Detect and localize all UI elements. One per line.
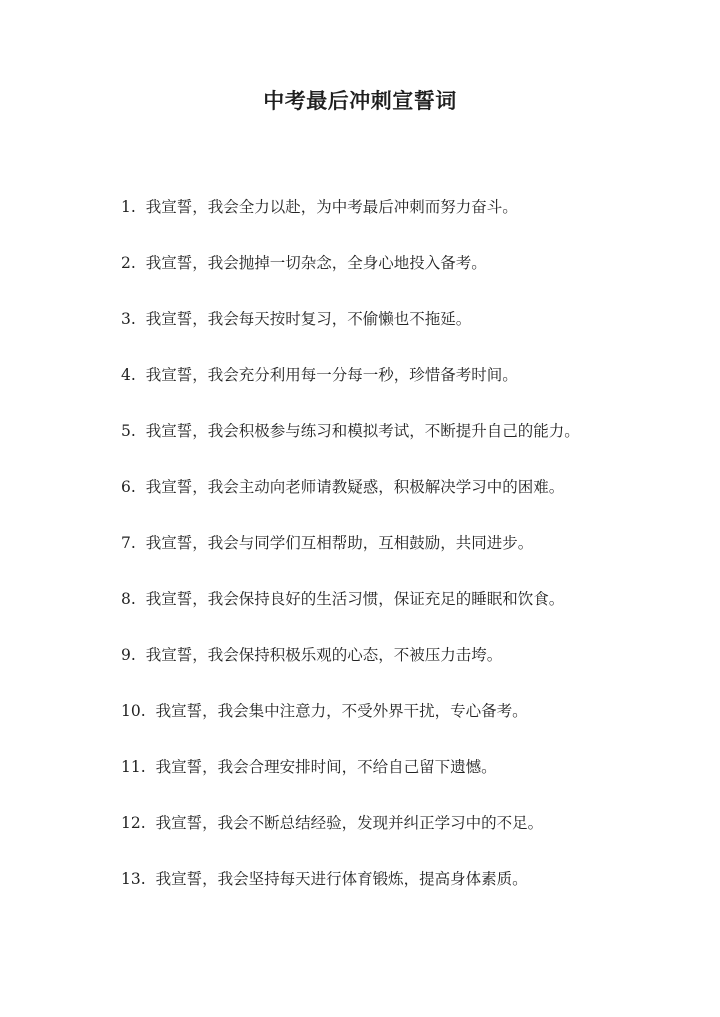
list-item [121,809,701,865]
item-text: 我宣誓，我会保持良好的生活习惯，保证充足的睡眠和饮食。 [145,590,565,608]
item-text: 我宣誓，我会充分利用每一分每一秒，珍惜备考时间。 [145,366,518,384]
item-number: 9. [121,646,136,664]
list-item [121,641,701,697]
list-item [121,473,701,529]
item-number: 5. [121,422,136,440]
oath-list [121,193,701,921]
list-item [121,585,701,641]
list-item [121,361,701,417]
item-number: 2. [121,254,136,272]
item-text: 我宣誓，我会积极参与练习和模拟考试，不断提升自己的能力。 [145,422,580,440]
item-text: 我宣誓，我会集中注意力，不受外界干扰，专心备考。 [155,702,528,720]
list-item [121,305,701,361]
list-item [121,697,701,753]
item-text: 我宣誓，我会保持积极乐观的心态，不被压力击垮。 [145,646,503,664]
item-number: 7. [121,534,136,552]
list-item [121,417,701,473]
item-text: 我宣誓，我会坚持每天进行体育锻炼，提高身体素质。 [155,870,528,888]
item-number: 1. [121,198,136,216]
item-number: 8. [121,590,136,608]
item-number: 12. [121,814,146,832]
item-text: 我宣誓，我会每天按时复习，不偷懒也不拖延。 [145,310,472,328]
item-number: 4. [121,366,136,384]
item-text: 我宣誓，我会全力以赴，为中考最后冲刺而努力奋斗。 [145,198,518,216]
item-number: 13. [121,870,146,888]
item-text: 我宣誓，我会与同学们互相帮助，互相鼓励，共同进步。 [145,534,534,552]
item-number: 10. [121,702,146,720]
list-item [121,193,701,249]
list-item [121,529,701,585]
item-number: 3. [121,310,136,328]
page-title: 中考最后冲刺宣誓词 [263,88,457,113]
item-number: 11. [121,758,146,776]
item-text: 我宣誓，我会不断总结经验，发现并纠正学习中的不足。 [155,814,544,832]
list-item [121,753,701,809]
item-text: 我宣誓，我会合理安排时间，不给自己留下遗憾。 [155,758,497,776]
item-text: 我宣誓，我会抛掉一切杂念，全身心地投入备考。 [145,254,487,272]
item-number: 6. [121,478,136,496]
item-text: 我宣誓，我会主动向老师请教疑惑，积极解决学习中的困难。 [145,478,565,496]
list-item [121,249,701,305]
list-item [121,865,701,921]
